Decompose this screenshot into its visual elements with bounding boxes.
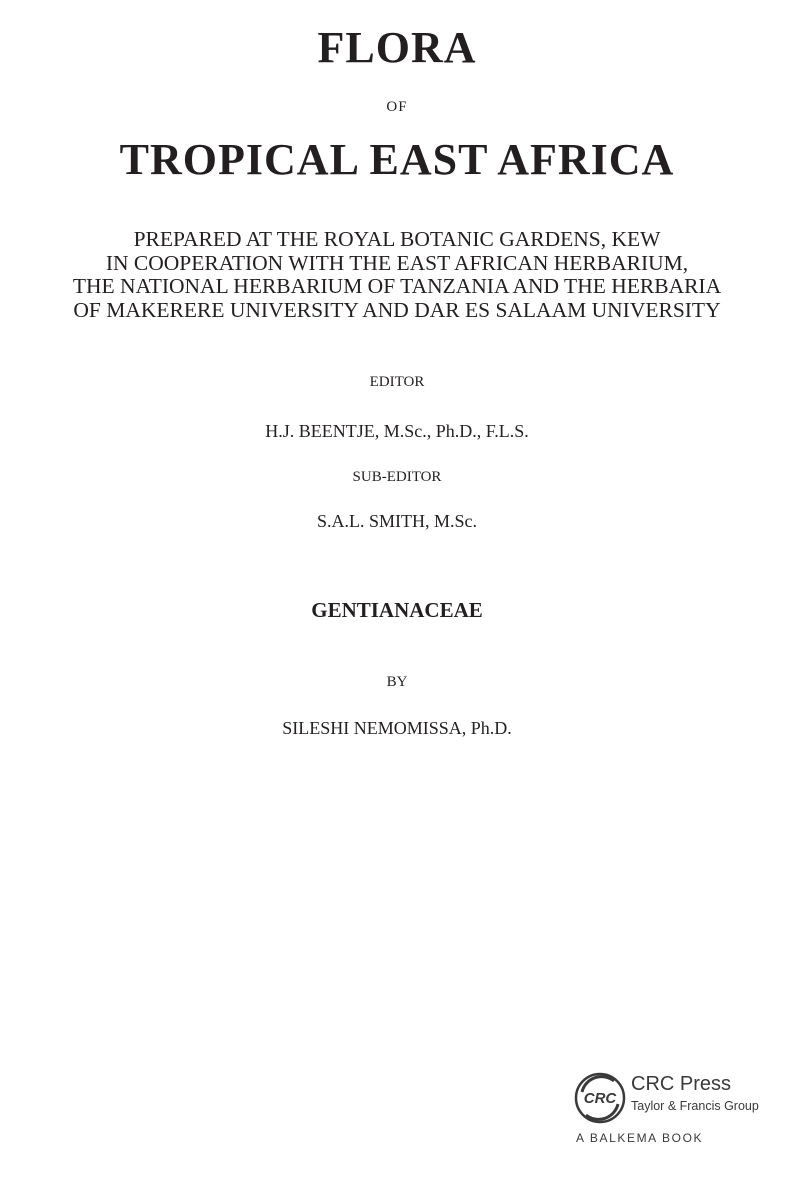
logo-text: CRC [583,1090,617,1107]
editor-label: EDITOR [369,374,425,390]
publisher-block [574,1070,774,1150]
family-title: GENTIANACEAE [311,598,483,622]
author-label: BY [386,674,408,690]
sub-editor-name: S.A.L. SMITH, M.Sc. [316,511,477,531]
book-subtitle: TROPICAL EAST AFRICA [119,135,675,184]
book-title: FLORA [317,23,477,72]
publisher-imprint: A BALKEMA BOOK [576,1131,704,1145]
publisher-group: Taylor & Francis Group [631,1099,759,1113]
prepared-line: OF MAKERERE UNIVERSITY AND DAR ES SALAAM UNIVERSITY [73,297,721,322]
publisher-name: CRC Press [631,1073,732,1095]
editor-name: H.J. BEENTJE, M.Sc., Ph.D., F.L.S. [265,421,529,441]
prepared-statement [0,228,794,322]
prepared-line: PREPARED AT THE ROYAL BOTANIC GARDENS, KEW [133,227,661,251]
crc-press-logo-icon [574,1072,626,1124]
sub-editor-label: SUB-EDITOR [352,469,442,485]
title-connector: OF [386,99,408,115]
author-name: SILESHI NEMOMISSA, Ph.D. [282,718,512,738]
prepared-line: THE NATIONAL HERBARIUM OF TANZANIA AND THE HERBARIA [72,274,722,298]
prepared-line: IN COOPERATION WITH THE EAST AFRICAN HERBARIUM, [105,250,689,275]
